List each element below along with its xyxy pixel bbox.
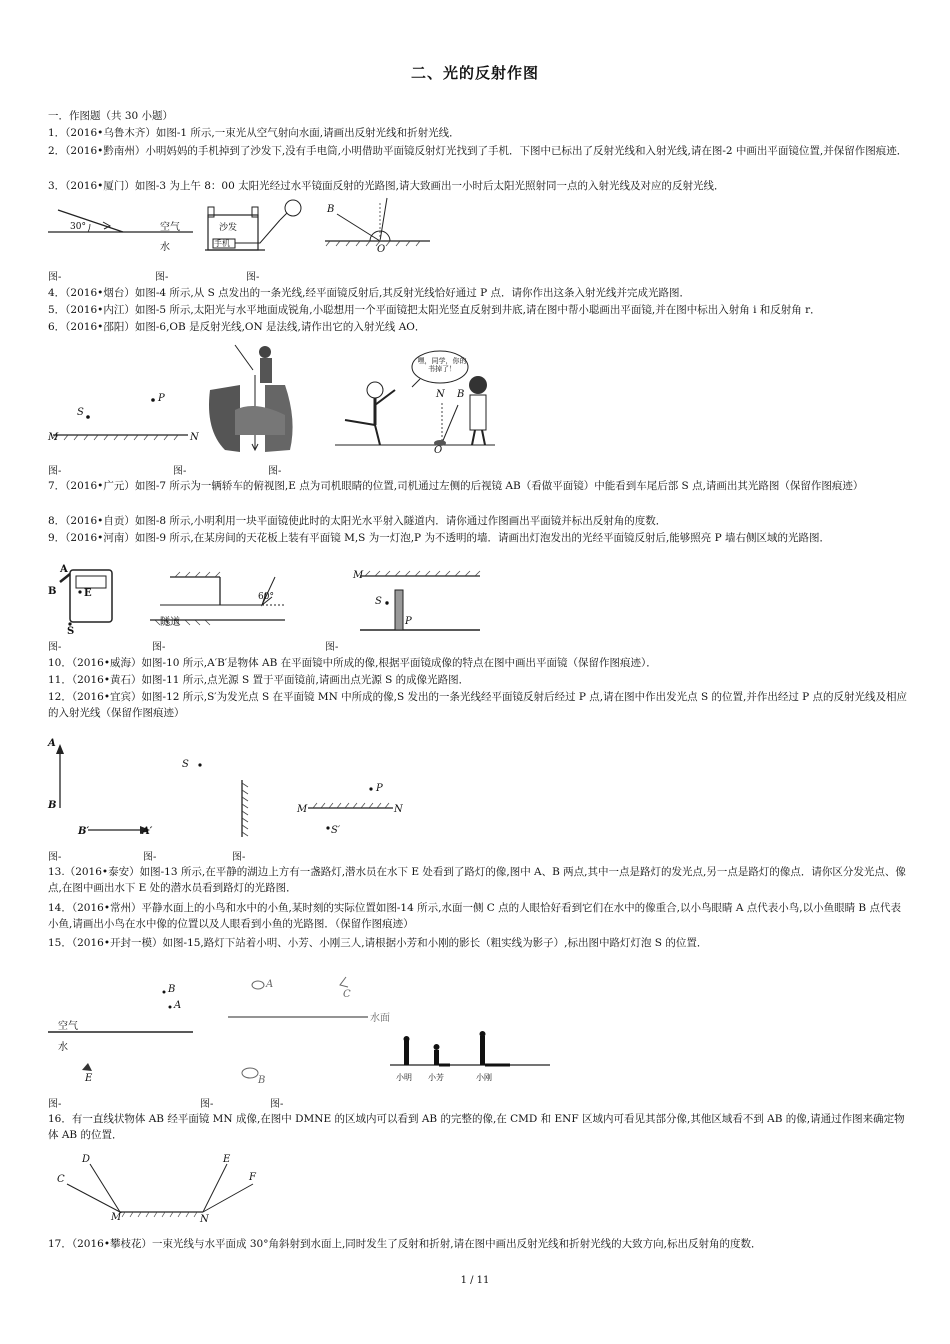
- fig6-n: N: [436, 389, 445, 400]
- fig2-phone: 手机: [214, 239, 230, 248]
- fig12-p: P: [376, 783, 383, 794]
- figure-13: [48, 975, 198, 1090]
- section-heading: 一．作图题（共 30 小题）: [48, 110, 174, 122]
- fig5-caption: 图-: [173, 466, 187, 477]
- fig11-caption: 图-: [143, 852, 157, 863]
- fig1-caption: 图-: [48, 272, 62, 283]
- fig15-person-3: 小刚: [476, 1073, 492, 1082]
- question-10: 10．（2016•威海）如图-10 所示,A′B′是物体 AB 在平面镜中所成的像,根据平面镜成像的特点在图中画出平面镜（保留作图痕迹）．: [48, 657, 657, 669]
- question-4: 4．（2016•烟台）如图-4 所示,从 S 点发出的一条光线,经平面镜反射后,其反射光线恰好通过 P 点．请你作出这条入射光线并完成光路图．: [48, 287, 691, 299]
- fig13-caption: 图-: [48, 1099, 62, 1110]
- fig13-water: 水: [58, 1042, 68, 1053]
- fig7-b: B: [48, 586, 57, 597]
- question-11: 11．（2016•黄石）如图-11 所示,点光源 S 置于平面镜前,请画出点光源 S 的成像光路图．: [48, 674, 470, 686]
- fig3-caption: 图-: [246, 272, 260, 283]
- fig6-o: O: [434, 445, 443, 456]
- fig10-b: B: [48, 800, 57, 811]
- fig1-angle: 30°: [70, 222, 86, 232]
- fig14-surface: 水面: [370, 1013, 390, 1024]
- figure-14: [228, 975, 393, 1090]
- question-7: 7．（2016•广元）如图-7 所示为一辆轿车的俯视图,E 点为司机眼睛的位置,司机通过左侧的后视镜 AB（看做平面镜）中能看到车尾后部 S 点,请画出其光路图（保留作图痕迹）: [48, 480, 864, 492]
- fig16-f: F: [249, 1172, 256, 1183]
- fig16-e: E: [223, 1154, 231, 1165]
- question-14: 14．（2016•常州）平静水面上的小鸟和水中的小鱼,某时刻的实际位置如图-14 所示,水面一侧 C 点的人眼恰好看到它们在水中的像重合,以小鸟眼睛 A 点代表小鸟,以小鱼眼睛 B 点代表小鱼,请画出小鸟在水中像的位置以及人眼看到小鱼的光路图．（保留作图痕迹）: [48, 902, 901, 930]
- question-3: 3．（2016•厦门）如图-3 为上午 8：00 太阳光经过水平镜面反射的光路图,请大致画出一小时后太阳光照射同一点的入射光线及对应的反射光线．: [48, 180, 725, 192]
- fig3-o: O: [377, 244, 386, 255]
- fig6-b: B: [457, 389, 465, 400]
- page-number: 1 / 11: [460, 1275, 490, 1286]
- fig14-a: A: [266, 979, 274, 990]
- fig13-e: E: [85, 1073, 93, 1084]
- question-6: 6．（2016•邵阳）如图-6,OB 是反射光线,ON 是法线,请作出它的入射光线 AO．: [48, 321, 426, 333]
- fig7-a: A: [60, 564, 68, 575]
- fig14-caption: 图-: [200, 1099, 214, 1110]
- fig7-caption: 图-: [48, 642, 62, 653]
- fig12-caption: 图-: [232, 852, 246, 863]
- fig2-sofa: 沙发: [219, 223, 238, 233]
- fig4-p: P: [158, 393, 165, 404]
- fig8-angle: 60°: [258, 592, 274, 602]
- figure-15: [390, 1030, 555, 1090]
- fig16-c: C: [57, 1174, 65, 1185]
- question-13: 13.（2016•泰安）如图-13 所示,在平静的湖边上方有一盏路灯,潜水员在水下 E 处看到了路灯的像,图中 A、B 两点,其中一点是路灯的发光点,另一点是路灯的像点．请你区分发光点、像点,在图中画出水下 E 处的潜水员看到路灯的光路图．: [48, 866, 906, 894]
- fig11-s: S: [182, 759, 189, 770]
- question-17: 17．（2016•攀枝花）一束光线与水平面成 30°角斜射到水面上,同时发生了反射和折射,请在图中画出反射光线和折射光线的大致方向,标出反射角的度数．: [48, 1238, 762, 1250]
- figure-10: [48, 738, 158, 840]
- figure-5: [205, 340, 295, 455]
- fig13-a: A: [174, 1000, 182, 1011]
- figure-6: [320, 345, 500, 455]
- fig4-n: N: [190, 432, 199, 443]
- fig10-a: A: [48, 738, 56, 749]
- page-title: 二、光的反射作图: [410, 64, 539, 82]
- fig14-c: C: [343, 989, 351, 1000]
- fig10-b-prime: B′: [78, 826, 90, 837]
- fig9-p: P: [405, 616, 412, 627]
- fig10-caption: 图-: [48, 852, 62, 863]
- fig7-s: S: [67, 626, 75, 637]
- fig14-b: B: [258, 1075, 266, 1086]
- figure-1: [48, 200, 198, 260]
- fig9-s: S: [375, 596, 382, 607]
- fig16-m: M: [111, 1212, 122, 1223]
- fig3-b: B: [327, 204, 335, 215]
- fig1-air: 空气: [160, 222, 180, 233]
- figure-2: [205, 195, 315, 260]
- question-2: 2．（2016•黔南州）小明妈妈的手机掉到了沙发下,没有手电筒,小明借助平面镜反射灯光找到了手机．下图中已标出了反射光线和入射光线,请在图-2 中画出平面镜位置,并保留作图痕迹．: [48, 145, 908, 157]
- fig15-person-1: 小明: [396, 1073, 412, 1082]
- figure-9: [350, 568, 485, 638]
- fig12-m: M: [297, 804, 308, 815]
- fig13-air: 空气: [58, 1021, 78, 1032]
- fig15-caption: 图-: [270, 1099, 284, 1110]
- fig4-s: S: [77, 407, 84, 418]
- fig9-caption: 图-: [325, 642, 339, 653]
- fig6-bubble: 嘿，同学，你的书掉了！: [417, 357, 467, 373]
- fig9-m: M: [353, 570, 364, 581]
- fig12-n: N: [394, 804, 403, 815]
- fig8-caption: 图-: [152, 642, 166, 653]
- fig16-d: D: [82, 1154, 91, 1165]
- fig7-e: E: [84, 588, 92, 599]
- question-5: 5．（2016•内江）如图-5 所示,太阳光与水平地面成锐角,小聪想用一个平面镜把太阳光竖直反射到井底,请在图中帮小聪画出平面镜,并在图中标出入射角 i 和反射角 r．: [48, 304, 821, 316]
- question-16: 16．有一直线状物体 AB 经平面镜 MN 成像,在图中 DMNE 的区域内可以看到 AB 的完整的像,在 CMD 和 ENF 区域内可看见其部分像,其他区域看不到 AB 的像,请通过作图来确定物体 AB 的位置．: [48, 1113, 905, 1141]
- fig2-caption: 图-: [155, 272, 169, 283]
- fig6-caption: 图-: [268, 466, 282, 477]
- figure-12: [293, 780, 408, 840]
- fig12-s-prime: S′: [331, 825, 341, 836]
- figure-8: [150, 565, 290, 635]
- figure-16: [55, 1152, 265, 1227]
- figure-7: [48, 562, 118, 637]
- question-12: 12．（2016•宜宾）如图-12 所示,S′为发光点 S 在平面镜 MN 中所成的像,S 发出的一条光线经平面镜反射后经过 P 点,请在图中作出发光点 S 的位置,并作出经过 P 点的反射光线及相应的入射光线（保留作图痕迹）: [48, 691, 908, 719]
- fig16-n: N: [200, 1214, 209, 1225]
- figure-3: [325, 196, 435, 258]
- figure-4: [48, 380, 198, 450]
- figure-11: [180, 755, 260, 840]
- fig10-a-prime: A′: [142, 826, 153, 837]
- question-9: 9．（2016•河南）如图-9 所示,在某房间的天花板上装有平面镜 M,S 为一灯泡,P 为不透明的墙．请画出灯泡发出的光经平面镜反射后,能够照亮 P 墙右侧区域的光路图．: [48, 532, 831, 544]
- fig1-water: 水: [160, 242, 170, 253]
- fig4-m: M: [48, 432, 59, 443]
- fig15-person-2: 小芳: [428, 1073, 444, 1082]
- fig13-b: B: [168, 984, 176, 995]
- fig4-caption: 图-: [48, 466, 62, 477]
- fig8-tunnel: 隧道: [160, 617, 180, 628]
- question-1: 1．（2016•乌鲁木齐）如图-1 所示,一束光从空气射向水面,请画出反射光线和折射光线．: [48, 127, 460, 139]
- question-8: 8．（2016•自贡）如图-8 所示,小明利用一块平面镜使此时的太阳光水平射入隧道内．请你通过作图画出平面镜并标出反射角的度数．: [48, 515, 667, 527]
- question-15: 15．（2016•开封一模）如图-15,路灯下站着小明、小芳、小刚三人,请根据小芳和小刚的影长（粗实线为影子）,标出图中路灯灯泡 S 的位置．: [48, 937, 708, 949]
